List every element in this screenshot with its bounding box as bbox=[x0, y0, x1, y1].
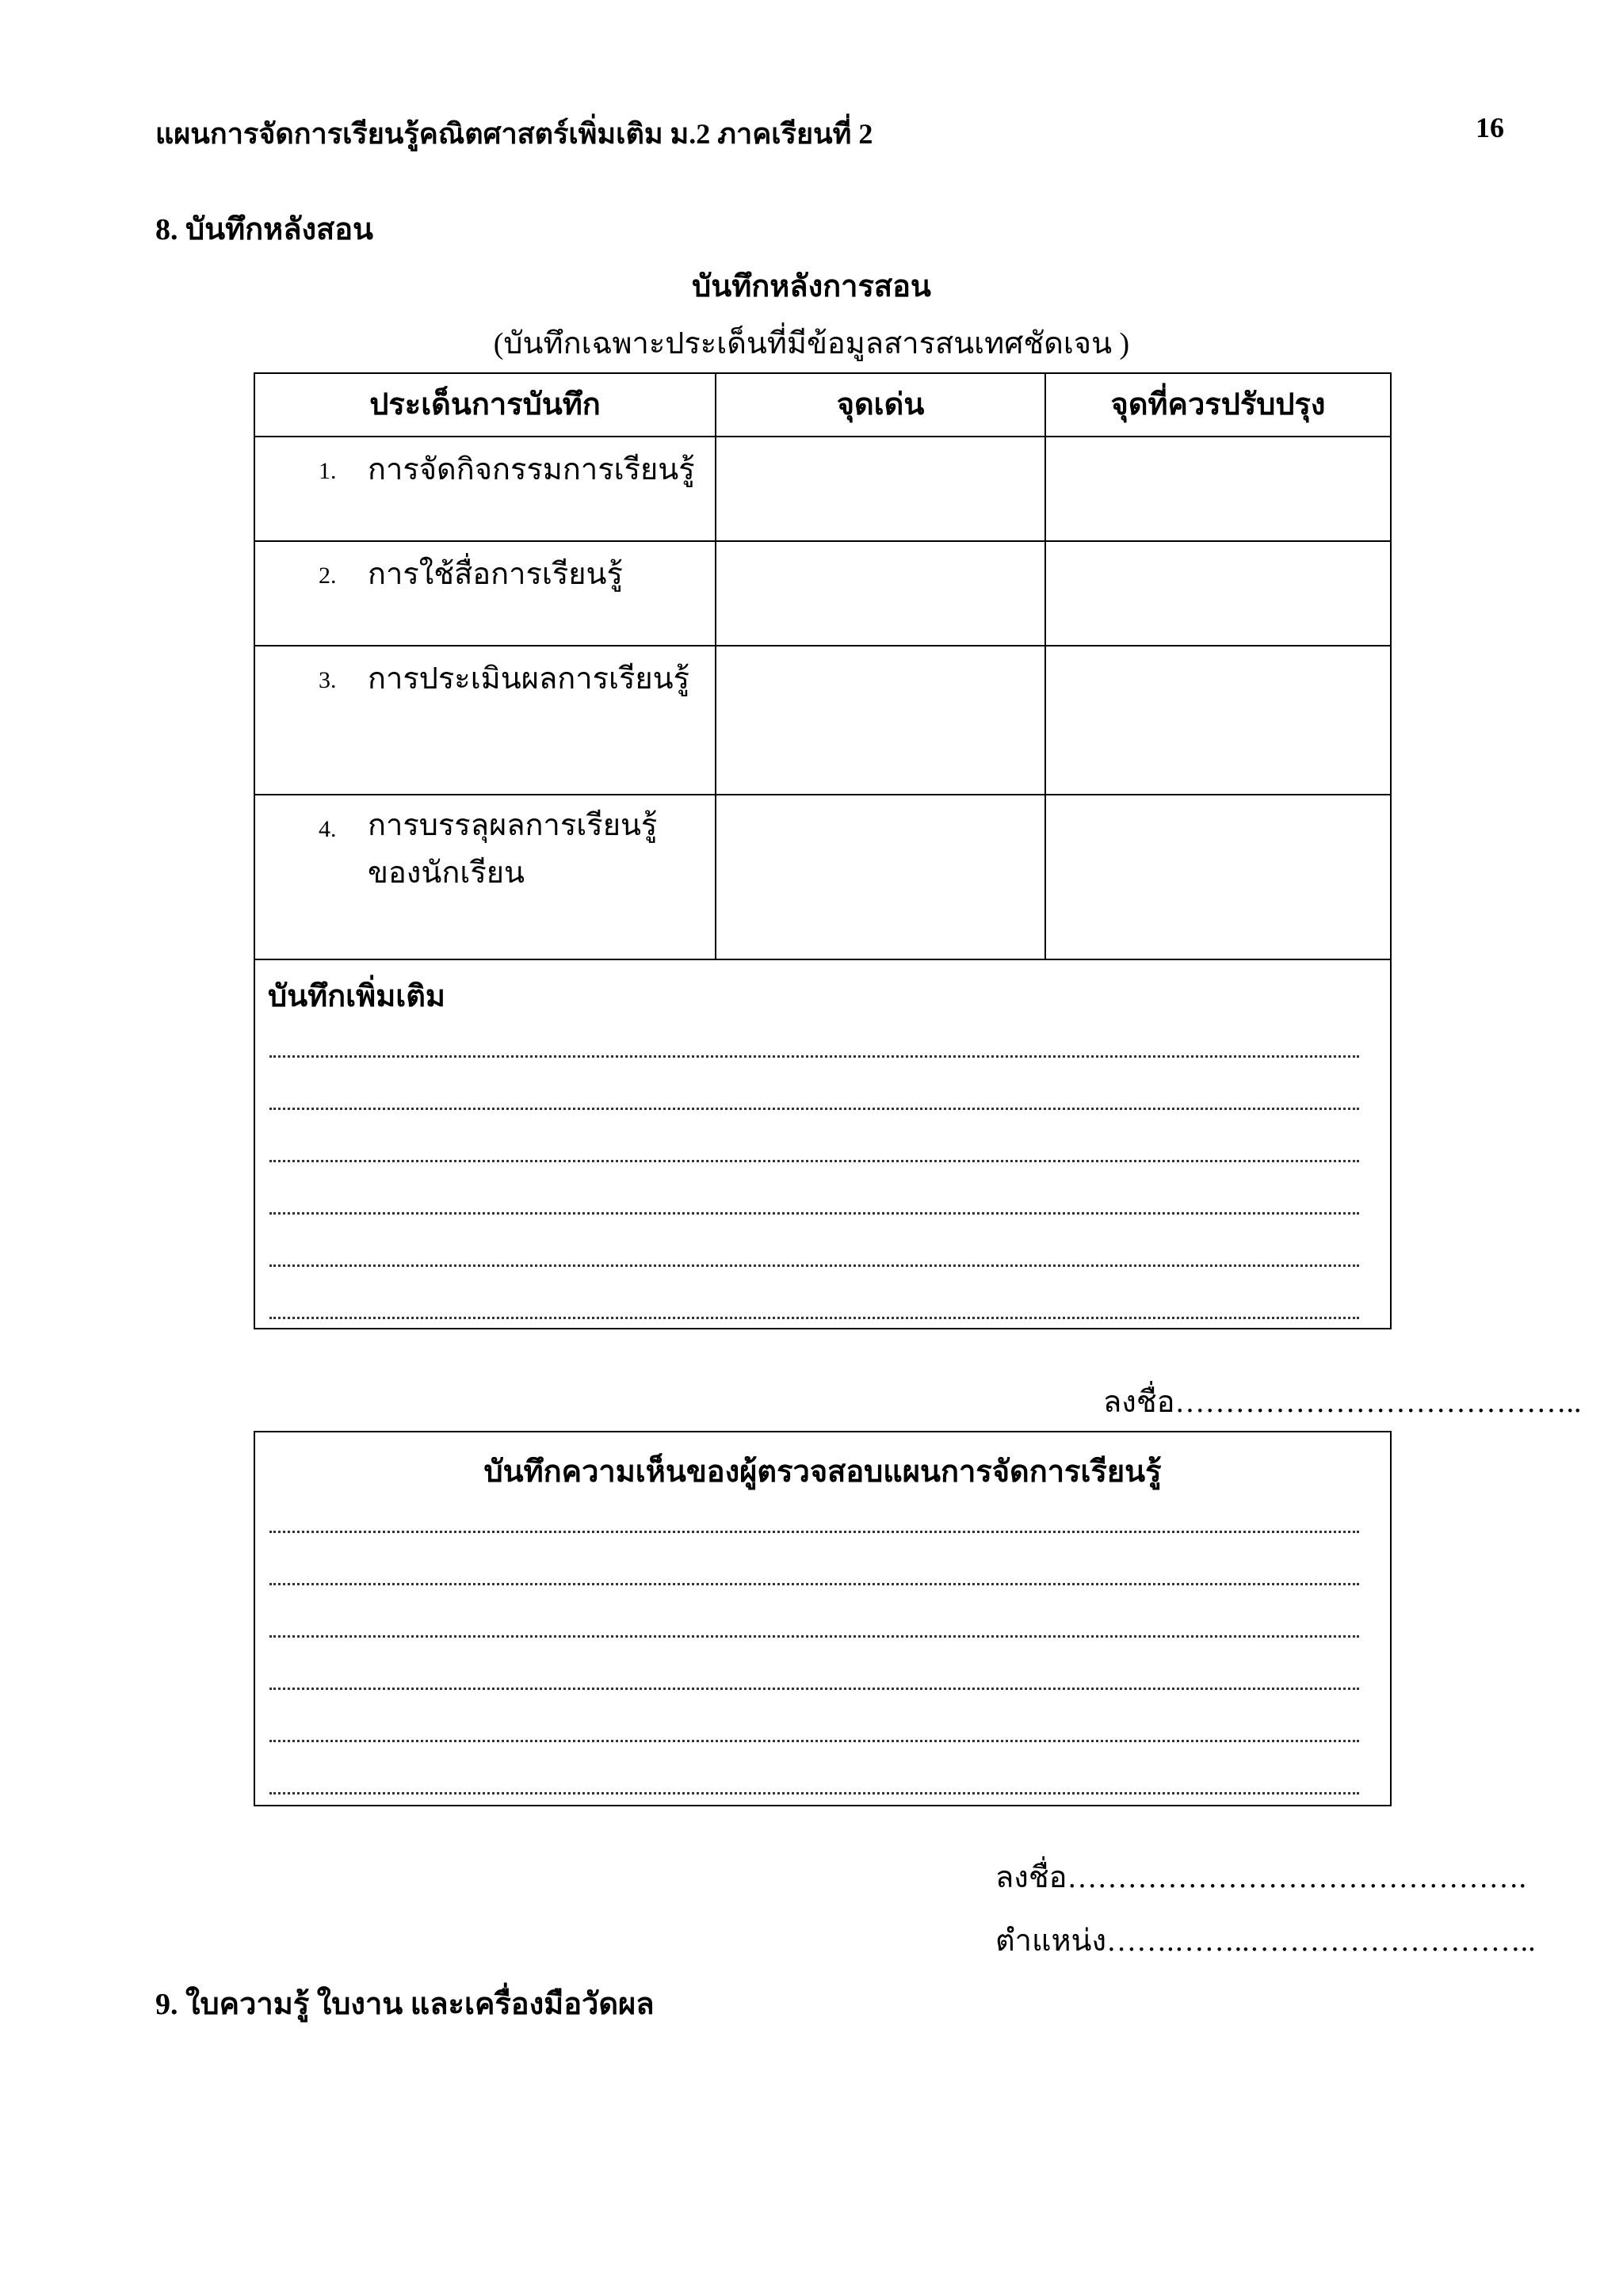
note-line bbox=[269, 1212, 1359, 1215]
teaching-record-subtitle: (บันทึกเฉพาะประเด็นที่มีข้อมูลสารสนเทศชัดเจน ) bbox=[493, 327, 1130, 360]
note-line bbox=[269, 1264, 1359, 1267]
comment-line bbox=[269, 1688, 1359, 1690]
column-header-topic: ประเด็นการบันทึก bbox=[369, 388, 601, 421]
teacher-signature-line: ลงชื่อ………………………………….. bbox=[1103, 1386, 1582, 1419]
additional-notes-label: บันทึกเพิ่มเติม bbox=[268, 980, 445, 1013]
note-line bbox=[269, 1108, 1359, 1110]
comment-line bbox=[269, 1792, 1359, 1794]
table-row-divider bbox=[254, 959, 1392, 960]
table-row-number: 1. bbox=[319, 458, 337, 484]
column-header-improvements: จุดที่ควรปรับปรุง bbox=[1110, 388, 1326, 421]
note-line bbox=[269, 1055, 1359, 1058]
comment-line bbox=[269, 1583, 1359, 1585]
teaching-record-title: บันทึกหลังการสอน bbox=[692, 270, 931, 303]
section-9-heading: 9. ใบความรู้ ใบงาน และเครื่องมือวัดผล bbox=[155, 1988, 655, 2021]
section-8-heading: 8. บันทึกหลังสอน bbox=[155, 213, 374, 246]
note-line bbox=[269, 1160, 1359, 1162]
table-column-divider bbox=[1044, 372, 1046, 960]
table-row-number: 3. bbox=[319, 667, 337, 693]
table-row-divider bbox=[254, 436, 1392, 437]
reviewer-position-line: ตำแหน่ง…….……..……………………….. bbox=[995, 1924, 1536, 1958]
table-row-divider bbox=[254, 645, 1392, 646]
table-row-divider bbox=[254, 794, 1392, 795]
table-row-label: การจัดกิจกรรมการเรียนรู้ bbox=[368, 453, 695, 486]
page-number: 16 bbox=[1476, 112, 1504, 143]
comment-line bbox=[269, 1635, 1359, 1638]
column-header-strengths: จุดเด่น bbox=[836, 388, 925, 421]
reviewer-comment-title: บันทึกความเห็นของผู้ตรวจสอบแผนการจัดการเรียนรู้ bbox=[483, 1455, 1162, 1489]
table-column-divider bbox=[715, 372, 716, 960]
table-row-label: การใช้สื่อการเรียนรู้ bbox=[368, 558, 623, 591]
reviewer-signature-line: ลงชื่อ………………………………………. bbox=[995, 1861, 1526, 1894]
note-line bbox=[269, 1317, 1359, 1319]
table-row-divider bbox=[254, 540, 1392, 542]
table-row-label: การบรรลุผลการเรียนรู้ของนักเรียน bbox=[368, 809, 658, 890]
comment-line bbox=[269, 1740, 1359, 1742]
comment-line bbox=[269, 1531, 1359, 1533]
table-row-number: 4. bbox=[319, 816, 337, 842]
document-header-title: แผนการจัดการเรียนรู้คณิตศาสตร์เพิ่มเติม ม.2 ภาคเรียนที่ 2 bbox=[155, 118, 873, 150]
table-row-number: 2. bbox=[319, 563, 337, 589]
table-row-label: การประเมินผลการเรียนรู้ bbox=[368, 662, 690, 696]
